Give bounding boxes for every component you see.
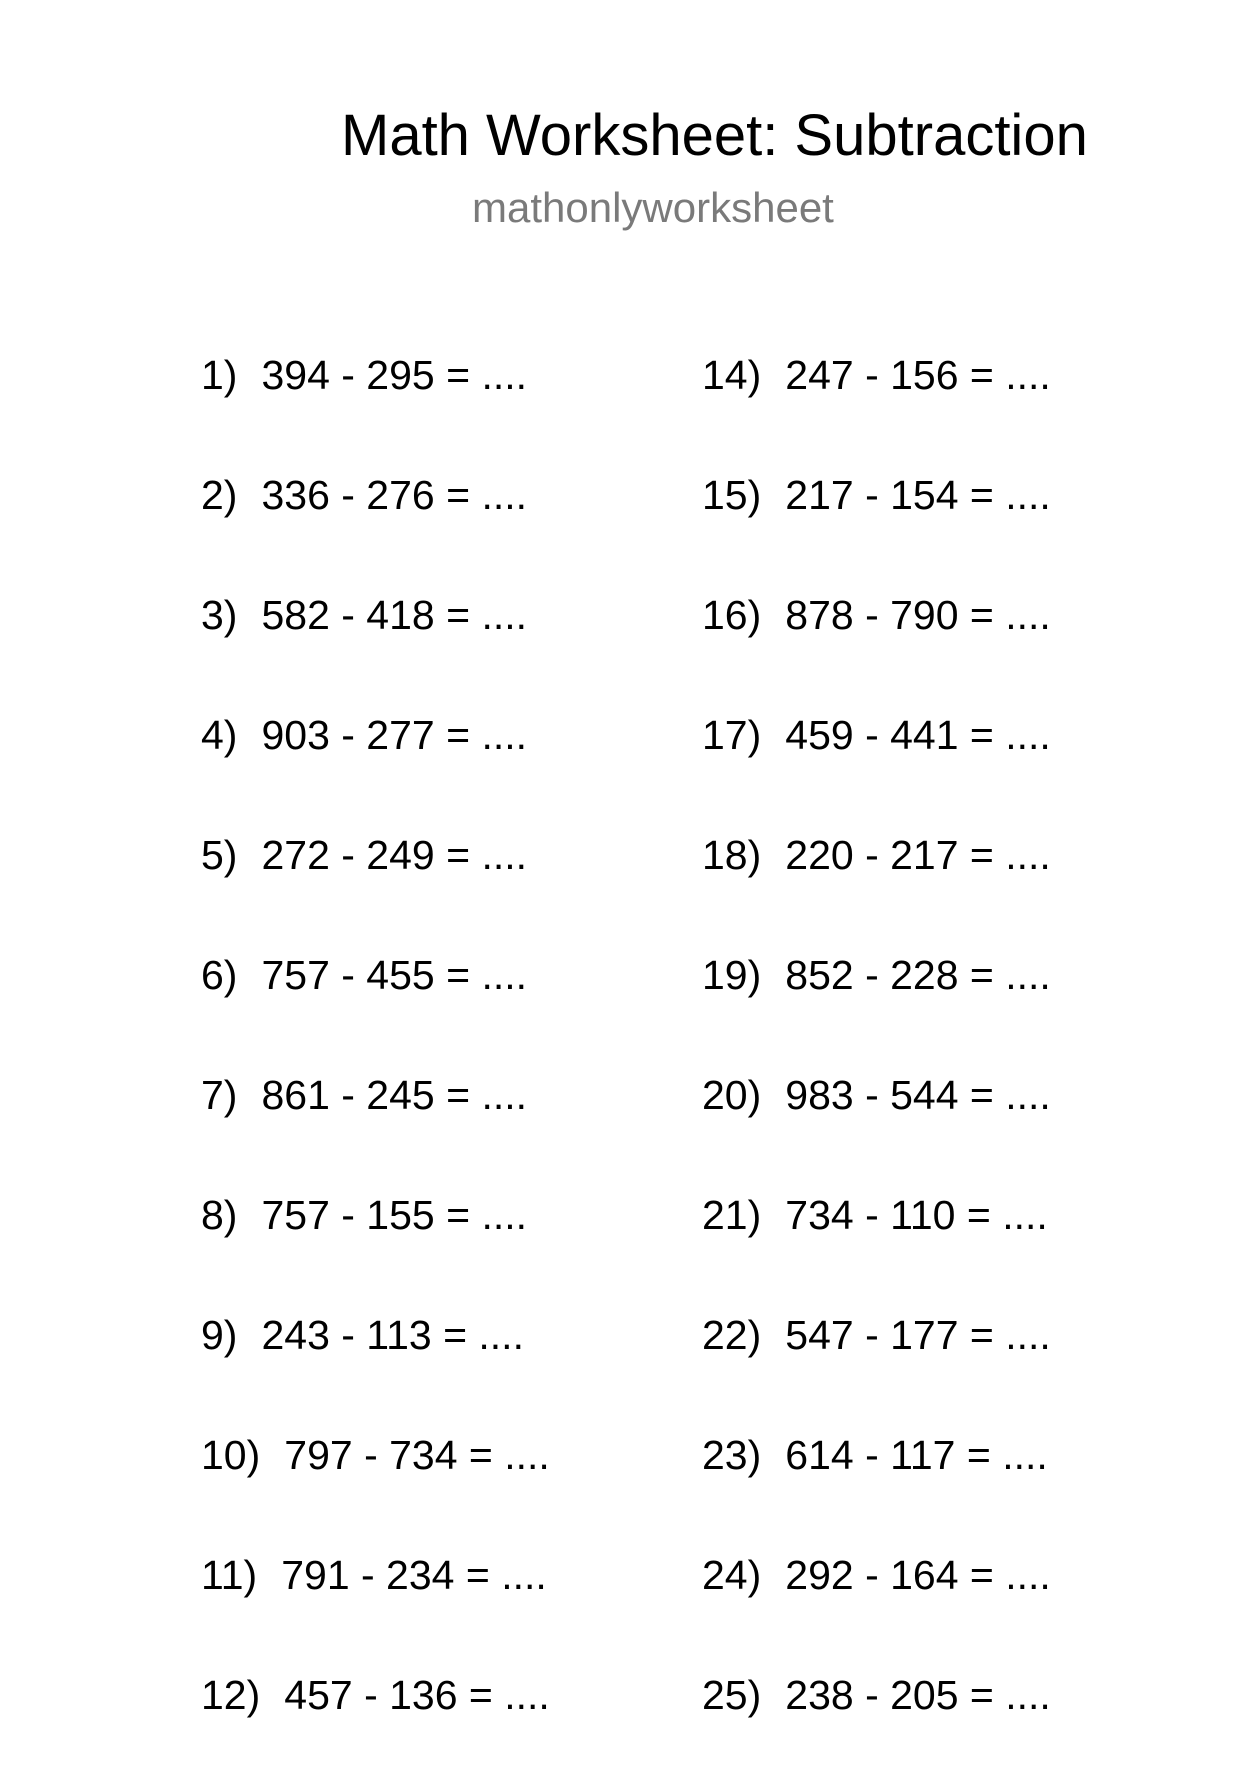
problem-number: 14) [702, 352, 762, 398]
problem-number: 7) [201, 1072, 238, 1118]
problem-number: 2) [201, 472, 238, 518]
problem-expression: 247 - 156 = .... [785, 352, 1051, 398]
problem-number: 6) [201, 952, 238, 998]
problem-expression: 903 - 277 = .... [261, 712, 528, 758]
page-subtitle: mathonlyworksheet [472, 184, 834, 231]
problem-number: 19) [702, 952, 762, 998]
problem-expression: 547 - 177 = .... [785, 1312, 1051, 1358]
problem-row [0, 347, 1240, 467]
problem-number: 3) [201, 592, 238, 638]
problem-number: 21) [702, 1192, 762, 1238]
problem-number: 1) [201, 352, 238, 398]
problem-item [702, 1307, 1051, 1363]
problem-number: 25) [702, 1672, 762, 1718]
problem-expression: 757 - 155 = .... [261, 1192, 528, 1238]
problem-expression: 243 - 113 = .... [261, 1312, 524, 1358]
problem-number: 16) [702, 592, 762, 638]
problem-row [0, 1067, 1240, 1187]
problem-item [201, 1187, 527, 1243]
problem-number: 12) [201, 1672, 261, 1718]
problem-row [0, 947, 1240, 1067]
problem-expression: 292 - 164 = .... [785, 1552, 1051, 1598]
problem-row [0, 1547, 1240, 1667]
problem-row [0, 1187, 1240, 1307]
problem-expression: 797 - 734 = .... [284, 1432, 550, 1478]
problem-item [702, 347, 1051, 403]
problem-row [0, 827, 1240, 947]
problem-number: 10) [201, 1432, 261, 1478]
problem-item [201, 347, 527, 403]
problem-item [201, 587, 527, 643]
problem-item [201, 827, 527, 883]
problem-item [201, 1067, 527, 1123]
problem-expression: 220 - 217 = .... [785, 832, 1051, 878]
problem-expression: 614 - 117 = .... [785, 1432, 1048, 1478]
problem-item [702, 707, 1051, 763]
problem-item [702, 947, 1051, 1003]
problem-expression: 878 - 790 = .... [785, 592, 1051, 638]
problem-item [702, 1187, 1048, 1243]
problem-grid [0, 347, 1240, 1787]
problem-row [0, 587, 1240, 707]
problem-number: 17) [702, 712, 762, 758]
problem-item [702, 467, 1051, 523]
problem-number: 23) [702, 1432, 762, 1478]
problem-expression: 272 - 249 = .... [261, 832, 528, 878]
problem-expression: 457 - 136 = .... [284, 1672, 550, 1718]
problem-expression: 852 - 228 = .... [785, 952, 1051, 998]
problem-item [702, 827, 1051, 883]
problem-item [702, 587, 1051, 643]
page-title: Math Worksheet: Subtraction [341, 103, 1088, 168]
problem-row [0, 1667, 1240, 1787]
problem-number: 15) [702, 472, 762, 518]
problem-number: 5) [201, 832, 238, 878]
problem-expression: 757 - 455 = .... [261, 952, 528, 998]
problem-expression: 582 - 418 = .... [261, 592, 528, 638]
problem-row [0, 707, 1240, 827]
problem-item [201, 947, 527, 1003]
problem-row [0, 1307, 1240, 1427]
problem-item [201, 1427, 550, 1483]
problem-expression: 983 - 544 = .... [785, 1072, 1051, 1118]
problem-number: 22) [702, 1312, 762, 1358]
problem-item [201, 707, 527, 763]
problem-number: 20) [702, 1072, 762, 1118]
problem-item [201, 1547, 547, 1603]
problem-expression: 217 - 154 = .... [785, 472, 1051, 518]
problem-item [201, 1667, 550, 1723]
problem-item [201, 1307, 524, 1363]
problem-number: 18) [702, 832, 762, 878]
problem-expression: 734 - 110 = .... [785, 1192, 1048, 1238]
problem-item [702, 1427, 1048, 1483]
problem-number: 24) [702, 1552, 762, 1598]
problem-item [702, 1067, 1051, 1123]
problem-item [201, 467, 527, 523]
problem-number: 9) [201, 1312, 238, 1358]
problem-expression: 861 - 245 = .... [261, 1072, 528, 1118]
problem-row [0, 467, 1240, 587]
problem-number: 11) [201, 1552, 258, 1598]
problem-expression: 394 - 295 = .... [261, 352, 528, 398]
problem-expression: 459 - 441 = .... [785, 712, 1051, 758]
problem-item [702, 1547, 1051, 1603]
problem-number: 8) [201, 1192, 238, 1238]
problem-expression: 336 - 276 = .... [261, 472, 528, 518]
problem-row [0, 1427, 1240, 1547]
problem-expression: 238 - 205 = .... [785, 1672, 1051, 1718]
problem-item [702, 1667, 1051, 1723]
problem-expression: 791 - 234 = .... [281, 1552, 547, 1598]
problem-number: 4) [201, 712, 238, 758]
